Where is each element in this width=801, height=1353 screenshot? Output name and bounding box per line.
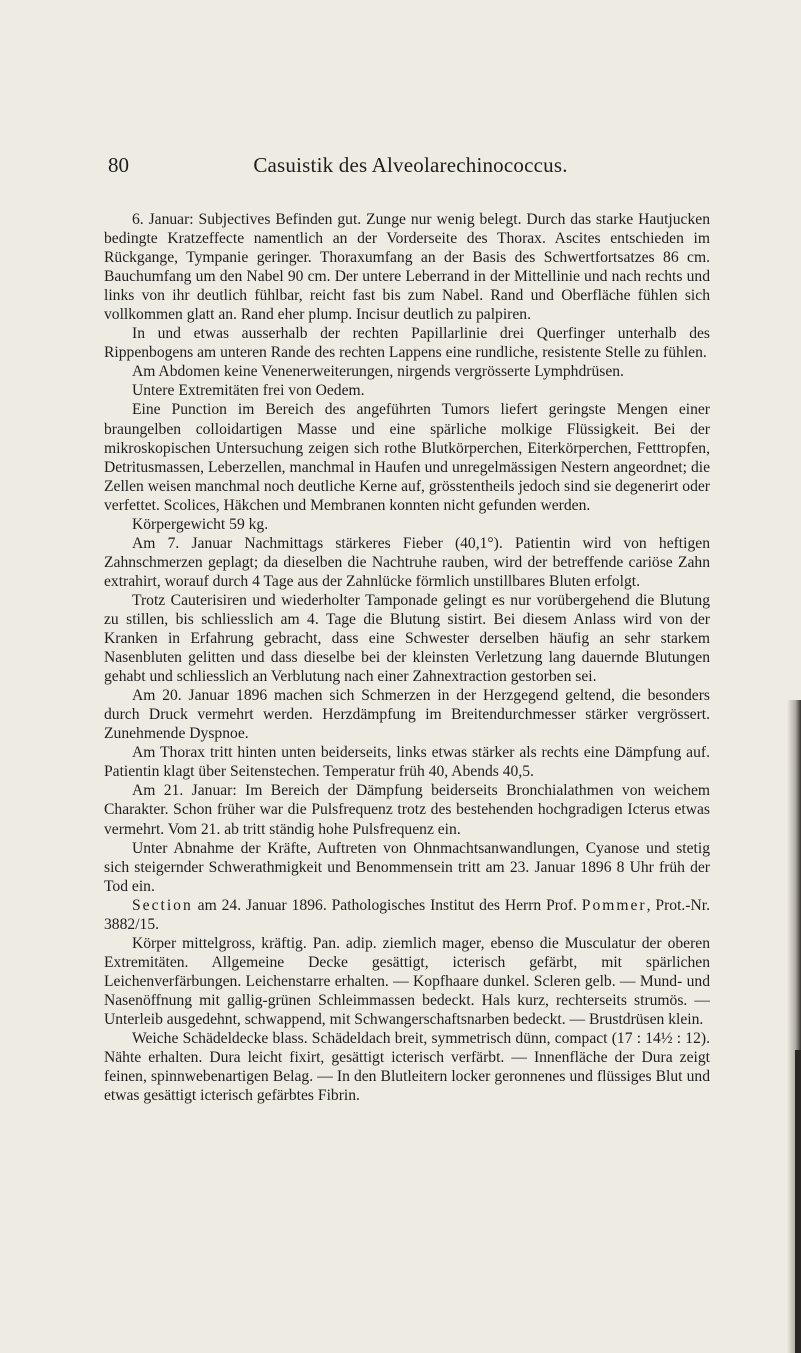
paragraph-1: 6. Januar: Subjectives Befinden gut. Zunge nur wenig belegt. Durch das starke Hautjucken bedingte Kratzeffecte namentlich an der Vorderseite des Thorax. Ascites entschieden im Rückgange, Tympanie geringer. Thoraxumfang an der Basis des Schwertfortsatzes 86 cm. Bauchumfang um den Nabel 90 cm. Der untere Leberrand in der Mittellinie und nach rechts und links von ihr deutlich fühlbar, reicht fast bis zum Nabel. Rand und Oberfläche fühlen sich vollkommen glatt an. Rand eher plump. Incisur deutlich zu palpiren. [104,211,710,324]
paragraph-3: Am Abdomen keine Venenerweiterungen, nirgends vergrösserte Lymphdrüsen. [132,363,624,381]
paragraph-4: Untere Extremitäten frei von Oedem. [132,382,365,400]
running-title: Casuistik des Alveolarechinococcus. [253,153,568,177]
paragraph-13 [104,896,710,934]
body-text [104,210,710,1105]
page-edge-dark [795,1050,801,1353]
page-number: 80 [108,153,129,177]
paragraph-10: Am Thorax tritt hinten unten beiderseits, links etwas stärker als rechts eine Dämpfung auf. Patientin klagt über Seitenstechen. Temperatur früh 40, Abends 40,5. [104,744,710,781]
paragraph-9: Am 20. Januar 1896 machen sich Schmerzen in der Herzgegend geltend, die besonders durch Druck vermehrt werden. Herzdämpfung im Breitendurchmesser stärker vergrössert. Zunehmende Dyspnoe. [104,687,710,743]
paragraph-2: In und etwas ausserhalb der rechten Papillarlinie drei Querfinger unterhalb des Rippenbogens am unteren Rande des rechten Lappens eine rundliche, resistente Stelle zu fühlen. [104,325,710,362]
section-text-1: am 24. Januar 1896. Pathologisches Institut des Herrn Prof. [192,896,582,914]
paragraph-8: Trotz Cauterisiren und wiederholter Tamponade gelingt es nur vorübergehend die Blutung zu stillen, bis schliesslich am 4. Tage die Blutung sistirt. Bei diesem Anlass wird von der Kranken in Erfahrung gebracht, dass eine Schwester derselben häufig an sehr starkem Nasenbluten gelitten und dass dieselbe bei der kleinsten Verletzung lang dauernde Blutungen gehabt und schliesslich an Verblutung nach einer Zahnextraction gestorben sei. [104,591,710,686]
spaced-word-section: Section [132,896,193,914]
paragraph-12: Unter Abnahme der Kräfte, Auftreten von Ohnmachtsanwandlungen, Cyanose und stetig sich steigernder Schwerathmigkeit und Benommensein tritt am 23. Januar 1896 8 Uhr früh der Tod ein. [104,839,710,895]
section-text-2: , Prot.-Nr. 3882/15. [104,896,710,933]
spaced-name-pommer: Pommer [581,896,647,914]
paragraph-14: Körper mittelgross, kräftig. Pan. adip. ziemlich mager, ebenso die Musculatur der oberen Extremitäten. Allgemeine Decke gesättigt, icterisch gefärbt, mit spärlichen Leichenverfärbungen. Leichenstarre erhalten. — Kopfhaare dunkel. Scleren gelb. — Mund- und Nasenöffnung mit gallig-grünen Schleimmassen bedeckt. Hals kurz, rechterseits strumös. — Unterleib ausgedehnt, schwappend, mit Schwangerschaftsnarben bedeckt. — Brustdrüsen klein. [104,934,710,1028]
paragraph-11: Am 21. Januar: Im Bereich der Dämpfung beiderseits Bronchialathmen von weichem Charakter. Schon früher war die Pulsfrequenz trotz des bestehenden hochgradigen Icterus etwas vermehrt. Vom 21. ab tritt ständig hohe Pulsfrequenz ein. [104,782,710,838]
paragraph-5: Eine Punction im Bereich des angeführten Tumors liefert geringste Mengen einer braungelben colloidartigen Masse und eine spärliche molkige Flüssigkeit. Bei der mikroskopischen Untersuchung zeigen sich rothe Blutkörperchen, Eiterkörperchen, Fetttropfen, Detritusmassen, Leberzellen, manchmal in Haufen und unregelmässigen Nestern angeordnet; die Zellen weisen manchmal noch deutliche Kerne auf, grösstentheils jedoch sind sie degenerirt oder verfettet. Scolices, Häkchen und Membranen konnten nicht gefunden werden. [104,401,710,514]
paragraph-15: Weiche Schädeldecke blass. Schädeldach breit, symmetrisch dünn, compact (17 : 14½ : 12). Nähte erhalten. Dura leicht fixirt, gesättigt icterisch verfärbt. — Innenfläche der Dura zeigt feinen, spinnwebenartigen Belag. — In den Blutleitern locker geronnenes und flüssiges Blut und etwas gesättigt icterisch gefärbtes Fibrin. [104,1030,710,1105]
paragraph-6: Körpergewicht 59 kg. [132,515,269,533]
paragraph-7: Am 7. Januar Nachmittags stärkeres Fieber (40,1°). Patientin wird von heftigen Zahnschmerzen geplagt; da dieselben die Nachtruhe rauben, wird der betreffende cariöse Zahn extrahirt, worauf durch 4 Tage aus der Zahnlücke förmlich unstillbares Bluten erfolgt. [104,534,710,590]
page-header [108,150,713,180]
